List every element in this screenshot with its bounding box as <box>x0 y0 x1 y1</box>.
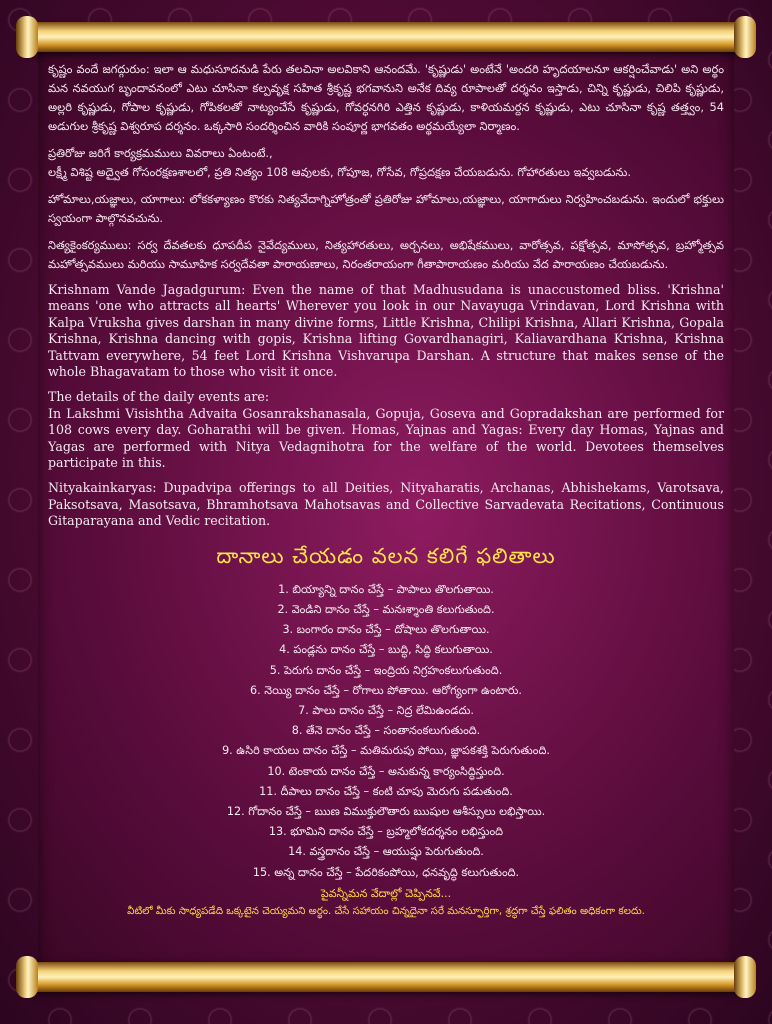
rod-finial-icon <box>16 956 38 998</box>
benefits-heading: దానాలు చేయడం వలన కలిగే ఫలితాలు <box>216 543 556 568</box>
rod-finial-icon <box>734 956 756 998</box>
closing-note-1: పైవన్నీమన వేదాల్లో చెప్పినవే... <box>320 886 452 900</box>
rod-finial-icon <box>734 16 756 58</box>
list-item: 6. నెయ్యి దానం చేస్తే – రోగాలు పోతాయి. ఆరోగ్యంగా ఉంటారు. <box>250 683 522 697</box>
scroll-content <box>48 60 724 919</box>
list-item: 10. టెంకాయ దానం చేస్తే – అనుకున్న కార్యంసిద్ధిస్తుంది. <box>267 764 505 778</box>
telugu-nityakainkaryas-paragraph: నిత్యకైంకర్యములు: సర్వ దేవతలకు ధూపదీప నైవేద్యములు, నిత్యహారతులు, అర్చనలు, అభిషేకములు, వారోత్సవ, పక్షోత్సవ, మాసోత్సవ, బ్రహ్మోత్సవ మహోత్సవములు మరియు సామూహిక సర్వదేవతా పారాయణాలు, నిరంతరాయంగా గీతాపారాయణం మరియు వేద పారాయణం చేయబడును. <box>48 238 724 271</box>
english-nityakainkaryas-paragraph: Nityakainkaryas: Dupadvipa offerings to all Deities, Nityaharatis, Archanas, Abhishekams, Varotsava, Paksotsava, Masotsava, Bhramhotsava Mahotsavas and Collective Sarvadevata Recitations, Continuous Gitaparayana and Vedic recitation. <box>48 480 724 529</box>
telugu-daily-events-paragraph: ప్రతిరోజు జరిగే కార్యక్రమములు వివరాలు ఏంటంటే., లక్ష్మీ విశిష్ట అద్వైత గోసంరక్షణశాలలో, ప్రతి నిత్యం 108 ఆవులకు, గోపూజ, గోసేవ, గోప్రదక్షణ చేయబడును. గోహారతులు ఇవ్వబడును. <box>48 146 631 179</box>
list-item: 9. ఉసిరి కాయలు దానం చేస్తే – మతిమరుపు పోయి, జ్ఞాపకశక్తి పెరుగుతుంది. <box>222 744 550 758</box>
list-item: 3. బంగారం దానం చేస్తే – దోషాలు తొలగుతాయి. <box>282 623 490 637</box>
scroll-rod-top <box>22 22 750 52</box>
list-item: 12. గోదానం చేస్తే – ఋణ విముక్తులౌతారు ఋషుల ఆశీస్సులు లభిస్తాయి. <box>226 804 546 818</box>
list-item: 14. వస్త్రదానం చేస్తే – ఆయుష్షు పెరుగుతుంది. <box>288 845 484 859</box>
list-item: 15. అన్న దానం చేస్తే – పేదరికంపోయి, ధనవృద్ధి కలుగుతుంది. <box>252 865 520 879</box>
list-item: 8. తేనె దానం చేస్తే – సంతానంకలుగుతుంది. <box>291 724 481 738</box>
list-item: 11. దీపాలు దానం చేస్తే – కంటి చూపు మెరుగు పడుతుంది. <box>259 784 513 798</box>
scroll-rod-bottom <box>22 962 750 992</box>
benefits-list <box>48 580 724 883</box>
english-intro-paragraph: Krishnam Vande Jagadgurum: Even the name of that Madhusudana is unaccustomed bliss. 'Krishna' means 'one who attracts all hearts' Wherever you look in our Navayuga Vrindavan, Lord Krishna with Kalpa Vruksha gives darshan in many divine forms, Little Krishna, Chilipi Krishna, Allari Krishna, Gopala Krishna, Krishna dancing with gopis, Krishna lifting Govardhanagiri, Kaliavardhana Krishna, Krishna Tattvam everywhere, 54 feet Lord Krishna Vishvarupa Darshan. A structure that makes sense of the whole Bhagavatam to those who visit it once. <box>48 282 724 380</box>
list-item: 2. వెండిని దానం చేస్తే – మనఃశ్శాంతి కలుగుతుంది. <box>277 602 495 616</box>
closing-note-2: వీటిలో మీకు సాధ్యపడేది ఒక్కటైన చెయ్యమని అర్థం. చేసే సహాయం చిన్నదైనా సరే మనస్ఫూర్తిగా, శ్రద్ధగా చేస్తే ఫలితం అధికంగా కలదు. <box>127 905 645 917</box>
list-item: 13. భూమిని దానం చేస్తే – బ్రహ్మలోకదర్శనం లభిస్తుంది <box>268 825 504 839</box>
list-item: 1. బియ్యాన్ని దానం చేస్తే – పాపాలు తొలగుతాయి. <box>278 582 494 596</box>
list-item: 4. పండ్లను దానం చేస్తే – బుద్ధి, సిద్ధి కలుగుతాయి. <box>279 643 493 657</box>
english-daily-events-paragraph: The details of the daily events are: In Lakshmi Visishtha Advaita Gosanrakshanasala, Gopuja, Goseva and Gopradakshan are performed for 108 cows every day. Goharathi will be given. Homas, Yajnas and Yagas: Every day Homas, Yajnas and Yagas are performed with Nitya Vedagnihotra for the welfare of the world. Devotees themselves participate in this. <box>48 389 724 471</box>
rod-finial-icon <box>16 16 38 58</box>
telugu-homas-paragraph: హోమాలు,యజ్ఞాలు, యాగాలు: లోకకళ్యాణం కొరకు నిత్యవేదాగ్నిహోత్రంతో ప్రతిరోజు హోమాలు,యజ్ఞాలు, యాగాదులు నిర్వహించబడును. ఇందులో భక్తులు స్వయంగా పాల్గొనవచును. <box>48 192 724 225</box>
list-item: 5. పెరుగు దానం చేస్తే – ఇంద్రియ నిగ్రహంకలుగుతుంది. <box>269 663 503 677</box>
telugu-intro-paragraph: కృష్ణం వందే జగద్గురుం: ఇలా ఆ మధుసూదనుడి పేరు తలచినా అలవికాని ఆనందమే. 'కృష్ణుడు' అంటేనే 'అందరి హృదయాలనూ ఆకర్షించేవాడు' అని అర్థం మన నవయుగ బృందావనంలో ఎటు చూసినా కల్పవృక్ష సహిత శ్రీకృష్ణ భగవానుని అనేక దివ్య రూపాలతో దర్శనం ఇస్తాడు, చిన్ని కృష్ణుడు, చిలిపి కృష్ణుడు, అల్లరి కృష్ణుడు, గోపాల కృష్ణుడు, గోపికలతో నాట్యంచేసే కృష్ణుడు, గోవర్ధనగిరి ఎత్తిన కృష్ణుడు, కాళియమర్దన కృష్ణుడు, ఎటు చూసినా కృష్ణ తత్త్వం, 54 అడుగుల శ్రీకృష్ణ విశ్వరూప దర్శనం. ఒక్కసారి సందర్శించిన వారికి సంపూర్ణ భాగవతం అర్థమయ్యేలా నిర్మాణం. <box>48 62 724 133</box>
list-item: 7. పాలు దానం చేస్తే – నిద్ర లేమిఉండదు. <box>298 703 474 717</box>
